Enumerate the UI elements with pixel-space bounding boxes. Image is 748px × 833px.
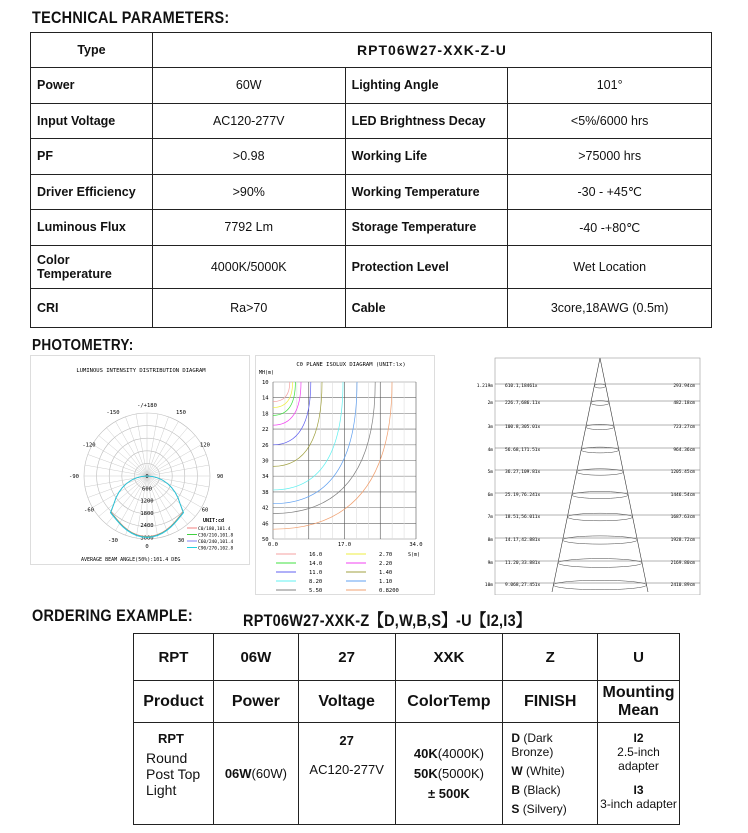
ct-code: 40K bbox=[413, 746, 438, 761]
polar-angle-label: -/+180 bbox=[137, 403, 157, 409]
isolux-legend-label: 2.20 bbox=[379, 561, 393, 567]
cone-ellipse bbox=[591, 401, 609, 406]
tech-l2: LED Brightness Decay bbox=[345, 103, 508, 139]
polar-angle-label: 30 bbox=[177, 538, 185, 544]
isolux-ytick: 34 bbox=[262, 474, 269, 481]
isolux-yaxis-label: MH(m) bbox=[259, 370, 275, 376]
product-desc: Round Post Top Light bbox=[146, 750, 201, 798]
polar-radius-label: 3000 bbox=[140, 535, 154, 542]
cone-ellipse bbox=[563, 536, 638, 544]
polar-angle-label: 0 bbox=[145, 544, 149, 550]
finish-code: W bbox=[511, 764, 523, 778]
polar-radius-label: 1200 bbox=[140, 498, 154, 505]
polar-legend-label: C60/240,101.4 bbox=[198, 540, 234, 545]
cone-diameter: 964.36cm bbox=[673, 448, 695, 453]
isolux-ytick: 30 bbox=[262, 458, 269, 465]
isolux-ytick: 38 bbox=[262, 489, 269, 496]
cone-diameter: 1928.72cm bbox=[670, 538, 695, 543]
tech-row bbox=[31, 139, 712, 175]
polar-angle-label: -120 bbox=[82, 442, 96, 449]
mount-code: I3 bbox=[633, 782, 644, 797]
isolux-legend-label: 5.50 bbox=[309, 588, 323, 594]
polar-angle-label: -90 bbox=[69, 474, 79, 480]
isolux-ytick: 42 bbox=[262, 505, 269, 512]
cone-diagram bbox=[465, 355, 705, 595]
isolux-legend-label: 1.40 bbox=[379, 570, 393, 576]
polar-legend-label: C0/180,101.4 bbox=[198, 527, 231, 532]
cone-lux: 610.1,18461x bbox=[505, 384, 538, 389]
tech-l2: Lighting Angle bbox=[345, 68, 508, 104]
voltage-cell bbox=[298, 723, 395, 825]
tech-row bbox=[31, 103, 712, 139]
header-2: Voltage bbox=[298, 681, 395, 723]
tech-v2: 3core,18AWG (0.5m) bbox=[508, 288, 712, 327]
tech-row bbox=[31, 68, 712, 104]
finish-desc: (White) bbox=[526, 764, 565, 778]
isolux-ytick: 46 bbox=[262, 521, 269, 528]
polar-angle-label: 120 bbox=[200, 442, 210, 449]
code-2: 27 bbox=[298, 634, 395, 681]
tech-v2: 101° bbox=[508, 68, 712, 104]
tech-row bbox=[31, 288, 712, 327]
cone-lux: 14.17,42.881x bbox=[505, 538, 541, 543]
cone-diameter: 293.94cm bbox=[673, 384, 695, 389]
finish-desc: (Dark Bronze) bbox=[511, 731, 554, 759]
isolux-xtick: 17.0 bbox=[337, 542, 352, 548]
mount-code: I2 bbox=[633, 730, 644, 745]
isolux-legend-label: 1.10 bbox=[379, 579, 393, 585]
cone-diameter: 1446.54cm bbox=[670, 493, 695, 498]
cone-lux: 100.8,305.01x bbox=[505, 425, 541, 430]
header-4: FINISH bbox=[503, 681, 598, 723]
isolux-ytick: 18 bbox=[262, 411, 269, 418]
header-1: Power bbox=[213, 681, 298, 723]
cone-ellipse bbox=[567, 513, 632, 521]
polar-radius-label: 2400 bbox=[140, 523, 154, 530]
mount-desc: 3-inch adapter bbox=[600, 796, 677, 811]
tech-row bbox=[31, 210, 712, 246]
tech-v2: -30 - +45℃ bbox=[508, 174, 712, 210]
finish-code: S bbox=[511, 802, 520, 816]
isolux-xtick: 0.0 bbox=[268, 542, 278, 548]
cone-height: 8m bbox=[487, 538, 493, 543]
tech-params-table bbox=[30, 32, 712, 328]
ct-desc: (5000K) bbox=[437, 766, 484, 781]
polar-radius-label: 1800 bbox=[140, 510, 154, 517]
isolux-ytick: 26 bbox=[262, 442, 269, 449]
cone-height: 4m bbox=[487, 448, 493, 453]
tech-v2: -40 -+80℃ bbox=[508, 210, 712, 246]
tech-l1: Luminous Flux bbox=[31, 210, 153, 246]
tech-l1: CRI bbox=[31, 288, 153, 327]
cone-height: 3m bbox=[487, 425, 493, 430]
ct-code: 50K bbox=[413, 766, 438, 781]
polar-radius-label: 600 bbox=[142, 486, 152, 493]
polar-legend-label: C90/270,102.8 bbox=[198, 546, 234, 552]
isolux-ytick: 22 bbox=[262, 427, 269, 434]
cone-height: 9m bbox=[487, 561, 493, 566]
cone-diameter: 2410.89cm bbox=[670, 583, 695, 588]
isolux-legend-label: 0.8200 bbox=[379, 588, 399, 594]
tech-l1: Driver Efficiency bbox=[31, 174, 153, 210]
isolux-legend-label: 16.0 bbox=[309, 552, 323, 558]
ct-desc: (4000K) bbox=[437, 746, 484, 761]
tech-l2: Cable bbox=[345, 288, 508, 327]
polar-angle-label: 150 bbox=[176, 410, 186, 416]
finish-desc: (Black) bbox=[523, 783, 561, 797]
isolux-xlabel: S(m) bbox=[408, 552, 421, 558]
code-4: Z bbox=[503, 634, 598, 681]
photometry-title: PHOTOMETRY: bbox=[32, 337, 134, 354]
cone-diameter: 482.18cm bbox=[673, 401, 695, 406]
cone-height: 5m bbox=[487, 470, 493, 475]
header-5: Mounting Mean bbox=[598, 681, 680, 723]
header-3: ColorTemp bbox=[395, 681, 503, 723]
code-1: 06W bbox=[213, 634, 298, 681]
polar-angle-label: 90 bbox=[216, 474, 224, 480]
cone-diameter: 1687.63cm bbox=[670, 515, 695, 520]
cone-frame bbox=[495, 358, 700, 595]
cone-height: 2m bbox=[487, 401, 493, 406]
tech-l2: Protection Level bbox=[345, 245, 508, 288]
tech-l2: Working Life bbox=[345, 139, 508, 175]
power-desc: (60W) bbox=[251, 766, 287, 781]
type-value: RPT06W27-XXK-Z-U bbox=[152, 33, 711, 68]
voltage-desc: AC120-277V bbox=[309, 762, 384, 777]
isolux-xtick: 34.0 bbox=[409, 542, 423, 548]
mounting-cell bbox=[598, 723, 680, 825]
tech-v1: >0.98 bbox=[152, 139, 345, 175]
ordering-table bbox=[133, 633, 680, 825]
tech-l1: Power bbox=[31, 68, 153, 104]
power-code: 06W bbox=[224, 766, 252, 781]
ordering-title: ORDERING EXAMPLE: bbox=[32, 606, 193, 625]
cone-lux: 36.27,109.81x bbox=[505, 470, 541, 475]
tech-title: TECHNICAL PARAMETERS: bbox=[32, 8, 230, 27]
cone-height: 10m bbox=[484, 583, 493, 588]
polar-footer: AVERAGE BEAM ANGLE(50%):101.4 DEG bbox=[81, 557, 181, 563]
isolux-diagram bbox=[255, 355, 435, 595]
header-0: Product bbox=[134, 681, 214, 723]
product-code: RPT bbox=[158, 731, 184, 746]
tech-l2: Storage Temperature bbox=[345, 210, 508, 246]
polar-unit: UNIT:cd bbox=[203, 518, 225, 524]
isolux-legend-label: 2.70 bbox=[379, 552, 393, 558]
cone-height: 1.219m bbox=[476, 384, 493, 389]
finish-code: D bbox=[511, 731, 520, 745]
tech-v1: AC120-277V bbox=[152, 103, 345, 139]
cone-lux: 11.20,33.881x bbox=[505, 561, 541, 566]
tech-v2: <5%/6000 hrs bbox=[508, 103, 712, 139]
cone-ellipse bbox=[594, 384, 605, 388]
cone-ellipse bbox=[553, 580, 646, 589]
cone-diameter: 1205.45cm bbox=[670, 470, 695, 475]
isolux-legend-label: 14.0 bbox=[309, 561, 323, 567]
isolux-ytick: 14 bbox=[262, 395, 269, 402]
finish-desc: (Silvery) bbox=[522, 802, 567, 816]
tech-v2: Wet Location bbox=[508, 245, 712, 288]
tech-l1: Color Temperature bbox=[31, 245, 153, 288]
tech-v1: 60W bbox=[152, 68, 345, 104]
power-cell bbox=[213, 723, 298, 825]
tech-row bbox=[31, 245, 712, 288]
polar-angle-label: -150 bbox=[106, 410, 120, 416]
cone-lux: 25.19,76.241x bbox=[505, 493, 541, 498]
isolux-ytick: 10 bbox=[262, 380, 269, 386]
isolux-legend-label: 8.20 bbox=[309, 579, 323, 585]
cone-diameter: 2169.80cm bbox=[670, 561, 695, 566]
code-3: XXK bbox=[395, 634, 503, 681]
tech-l1: Input Voltage bbox=[31, 103, 153, 139]
cone-height: 6m bbox=[487, 493, 493, 498]
tech-v1: 7792 Lm bbox=[152, 210, 345, 246]
polar-title: LUMINOUS INTENSITY DISTRIBUTION DIAGRAM bbox=[76, 368, 206, 374]
isolux-title: C0 PLANE ISOLUX DIAGRAM (UNIT:lx) bbox=[296, 362, 406, 368]
polar-angle-label: -60 bbox=[84, 507, 94, 514]
ordering-code: RPT06W27-XXK-Z【D,W,B,S】-U【I2,I3】 bbox=[243, 611, 531, 630]
cone-height: 7m bbox=[487, 515, 493, 520]
cone-diameter: 723.27cm bbox=[673, 425, 695, 430]
tech-v2: >75000 hrs bbox=[508, 139, 712, 175]
tech-l1: PF bbox=[31, 139, 153, 175]
finish-code: B bbox=[511, 783, 520, 797]
mount-desc: 2.5-inch adapter bbox=[617, 744, 660, 773]
tech-v1: Ra>70 bbox=[152, 288, 345, 327]
code-5: U bbox=[598, 634, 680, 681]
cone-lux: 56.68,171.51x bbox=[505, 448, 541, 453]
ct-code: ± 500K bbox=[428, 786, 470, 801]
cone-ellipse bbox=[572, 492, 628, 499]
polar-angle-label: -30 bbox=[108, 538, 118, 544]
tech-row bbox=[31, 174, 712, 210]
cone-ellipse bbox=[558, 559, 642, 568]
isolux-ytick: 50 bbox=[262, 537, 269, 543]
voltage-code: 27 bbox=[339, 733, 354, 748]
tech-v1: 4000K/5000K bbox=[152, 245, 345, 288]
cone-lux: 9.068,27.451x bbox=[505, 583, 541, 588]
finish-cell bbox=[503, 723, 598, 825]
product-cell bbox=[134, 723, 214, 825]
polar-legend-label: C30/210,101.8 bbox=[198, 533, 234, 539]
polar-diagram bbox=[30, 355, 250, 565]
code-0: RPT bbox=[134, 634, 214, 681]
polar-radius-label: 0 bbox=[145, 474, 149, 480]
tech-v1: >90% bbox=[152, 174, 345, 210]
type-label: Type bbox=[31, 33, 153, 68]
isolux-legend-label: 11.0 bbox=[309, 570, 323, 576]
isolux-contour bbox=[273, 382, 290, 402]
tech-l2: Working Temperature bbox=[345, 174, 508, 210]
cone-lux: 18.51,56.011x bbox=[505, 515, 541, 520]
polar-angle-label: 60 bbox=[201, 507, 209, 514]
isolux-contour bbox=[273, 382, 375, 513]
cone-lux: 226.7,686.11x bbox=[505, 401, 541, 406]
colortemp-cell bbox=[395, 723, 503, 825]
